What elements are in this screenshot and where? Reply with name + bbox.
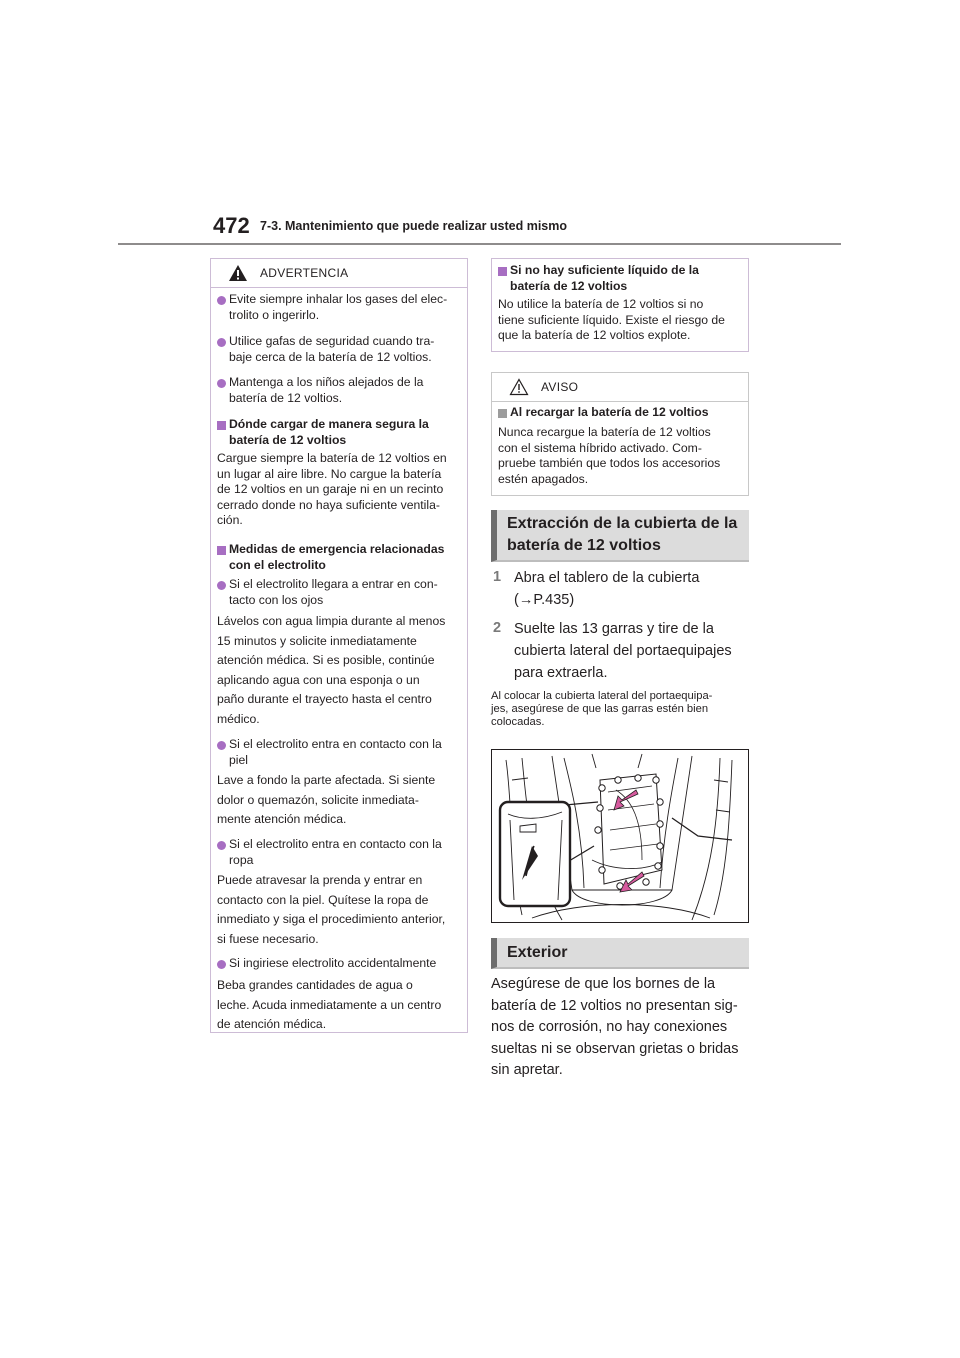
- luggage-cover-illustration: [491, 749, 749, 923]
- section-title-line: batería de 12 voltios: [507, 537, 661, 554]
- notice-header: [492, 373, 748, 402]
- section-marker-icon: [217, 546, 226, 555]
- step-number: 1: [493, 569, 502, 585]
- warning-box: [210, 258, 468, 1033]
- bullet-icon: [217, 379, 226, 388]
- warning-item-text: Lávelos con agua limpia durante al menos 15 minutos y solicite inmediatamente atención médica. Si es posible, continúe aplicando agua con una esponja o un paño durante el trayecto hasta el centro médico.: [217, 614, 446, 726]
- caution-triangle-icon: [509, 378, 529, 396]
- body-text: Asegúrese de que los bornes de la batería de 12 voltios no presentan sig- nos de corrosión, no hay conexiones sueltas ni se observan grietas o bridas sin apretar.: [491, 976, 739, 1078]
- warning-item: Utilice gafas de seguridad cuando tra- baje cerca de la batería de 12 voltios.: [229, 334, 435, 364]
- bullet-icon: [217, 581, 226, 590]
- warning-item-text: Lave a fondo la parte afectada. Si siente dolor o quemazón, solicite inmediata- mente atención médica.: [217, 773, 436, 827]
- header-divider: [118, 243, 841, 245]
- bullet-icon: [217, 960, 226, 969]
- subsection-title: Dónde cargar de manera segura la batería de 12 voltios: [229, 417, 429, 447]
- notice-title: AVISO: [541, 380, 579, 394]
- section-heading: [491, 938, 749, 969]
- section-title: Exterior: [507, 944, 568, 961]
- bullet-icon: [217, 338, 226, 347]
- subsection-text: Cargue siempre la batería de 12 voltios en un lugar al aire libre. No cargue la batería de 12 voltios en un garaje ni en un recinto cerrado donde no haya suficiente ventila- ción.: [217, 451, 447, 527]
- subsection-title: Si no hay suficiente líquido de la batería de 12 voltios: [510, 263, 699, 293]
- section-marker-icon: [217, 421, 226, 430]
- warning-item: Si el electrolito entra en contacto con la ropa: [229, 837, 442, 867]
- section-marker-icon: [498, 409, 507, 418]
- section-heading: [491, 510, 749, 562]
- warning-continuation-box: [491, 258, 749, 352]
- bullet-icon: [217, 296, 226, 305]
- step-number: 2: [493, 620, 502, 636]
- warning-title: ADVERTENCIA: [260, 266, 349, 280]
- warning-header: [211, 259, 467, 288]
- subsection-title: Medidas de emergencia relacionadas con el electrolito: [229, 542, 445, 572]
- bullet-icon: [217, 741, 226, 750]
- subsection-text: Nunca recargue la batería de 12 voltios con el sistema híbrido activado. Com- pruebe también que todos los accesorios estén apagados.: [498, 425, 721, 486]
- note-text: Al colocar la cubierta lateral del portaequipa- jes, asegúrese de que las garras estén bien colocadas.: [491, 690, 713, 729]
- trunk-drawing: [492, 750, 748, 922]
- warning-item: Si el electrolito entra en contacto con la piel: [229, 737, 442, 767]
- section-title-line: Extracción de la cubierta de la: [507, 515, 738, 532]
- warning-triangle-icon: [228, 264, 248, 282]
- warning-item: Si el electrolito llegara a entrar en con- tacto con los ojos: [229, 577, 438, 607]
- section-marker-icon: [498, 267, 507, 276]
- step-text: Suelte las 13 garras y tire de la cubierta lateral del portaequipajes para extraerla.: [514, 621, 732, 681]
- warning-item-text: Beba grandes cantidades de agua o leche. Acuda inmediatamente a un centro de atención médica.: [217, 978, 442, 1032]
- warning-item: Si ingiriese electrolito accidentalmente: [229, 956, 437, 970]
- warning-item-text: Puede atravesar la prenda y entrar en contacto con la piel. Quítese la ropa de inmediato y siga el procedimiento anterior, si fuese necesario.: [217, 873, 446, 946]
- bullet-icon: [217, 841, 226, 850]
- step-text: Abra el tablero de la cubierta (→P.435): [514, 570, 700, 608]
- page-number: 472: [213, 213, 250, 238]
- warning-item: Mantenga a los niños alejados de la batería de 12 voltios.: [229, 375, 424, 405]
- chapter-title: 7-3. Mantenimiento que puede realizar usted mismo: [260, 219, 568, 233]
- subsection-title: Al recargar la batería de 12 voltios: [510, 405, 709, 419]
- subsection-text: No utilice la batería de 12 voltios si no tiene suficiente líquido. Existe el riesgo de que la batería de 12 voltios explote.: [498, 297, 725, 342]
- warning-item: Evite siempre inhalar los gases del elec- trolito o ingerirlo.: [229, 292, 448, 322]
- notice-box: [491, 372, 749, 496]
